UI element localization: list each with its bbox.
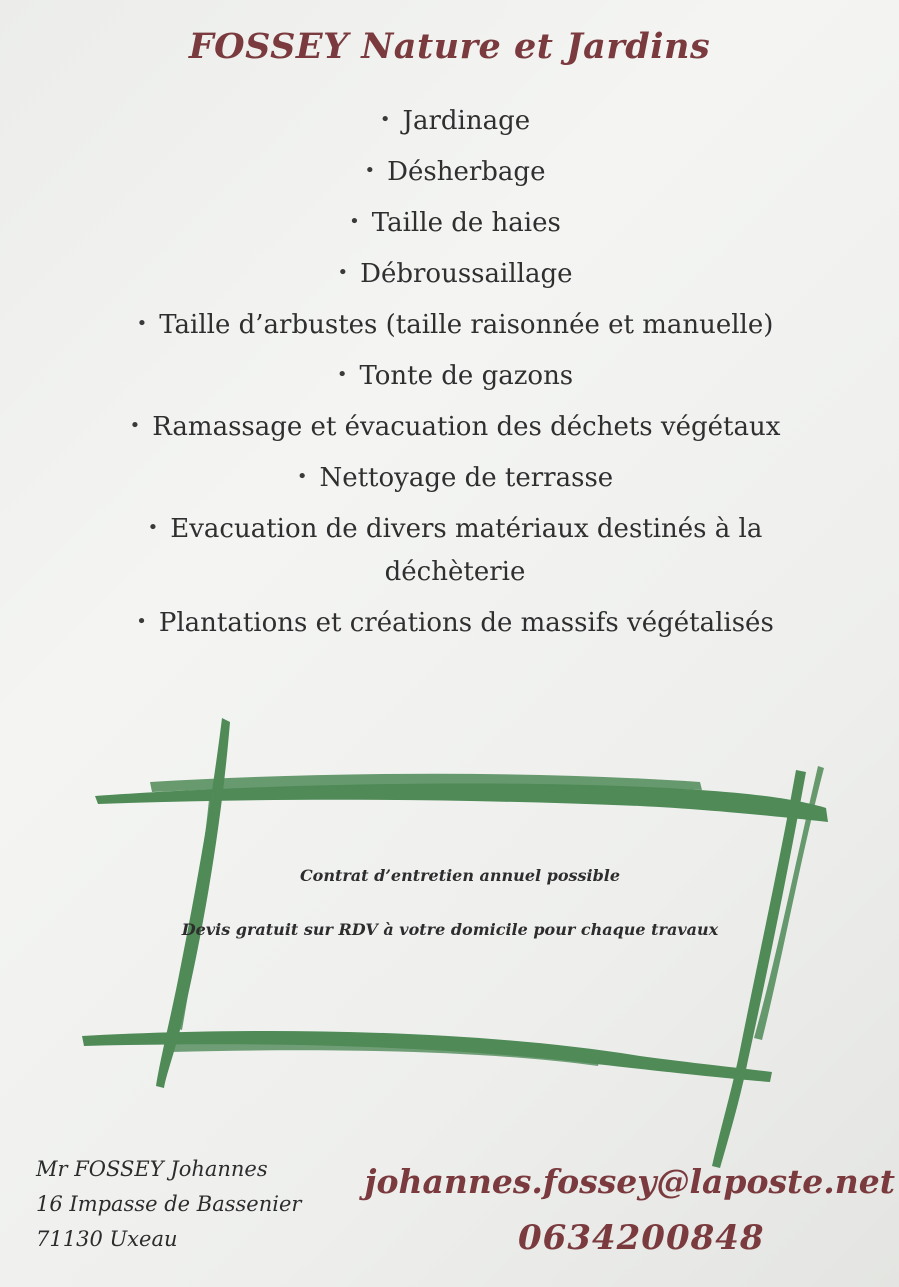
- contact-name: Mr FOSSEY Johannes: [36, 1157, 268, 1181]
- service-label: Tonte de gazons: [359, 361, 574, 391]
- service-label: Jardinage: [402, 106, 531, 136]
- bullet-icon: •: [147, 517, 159, 538]
- contact-street: 16 Impasse de Bassenier: [36, 1192, 302, 1216]
- brush-strokes: [82, 718, 828, 1168]
- contact-email[interactable]: johannes.fossey@laposte.net: [364, 1162, 895, 1201]
- service-label: Désherbage: [387, 157, 546, 187]
- contact-city: 71130 Uxeau: [36, 1227, 178, 1251]
- bullet-icon: •: [364, 160, 376, 181]
- contract-note: Contrat d’entretien annuel possible: [299, 866, 621, 885]
- frame-bottom-stroke: [82, 1031, 772, 1082]
- service-label: Taille d’arbustes (taille raisonnée et manuelle): [159, 310, 774, 340]
- contact-phone[interactable]: 0634200848: [518, 1218, 765, 1258]
- bullet-icon: •: [337, 262, 349, 283]
- bullet-icon: •: [379, 109, 391, 130]
- bullet-icon: •: [336, 364, 348, 385]
- address-block: [36, 1152, 301, 1257]
- bullet-icon: •: [129, 415, 141, 436]
- service-label: Débroussaillage: [360, 259, 573, 289]
- frame-left-stroke-2: [176, 790, 216, 1030]
- bullet-icon: •: [349, 211, 360, 232]
- quote-note: Devis gratuit sur RDV à votre domicile pour chaque travaux: [181, 920, 719, 939]
- page-title: FOSSEY Nature et Jardins: [188, 26, 711, 67]
- service-label: Evacuation de divers matériaux destinés à la déchèterie: [170, 514, 763, 587]
- bullet-icon: •: [136, 313, 148, 334]
- bullet-icon: •: [296, 466, 308, 487]
- service-label: Taille de haies: [371, 208, 561, 238]
- service-label: Nettoyage de terrasse: [319, 463, 614, 493]
- bullet-icon: •: [136, 611, 147, 632]
- service-label: Plantations et créations de massifs végétalisés: [158, 608, 774, 638]
- service-label: Ramassage et évacuation des déchets végétaux: [152, 412, 781, 442]
- frame-right-stroke: [712, 770, 806, 1168]
